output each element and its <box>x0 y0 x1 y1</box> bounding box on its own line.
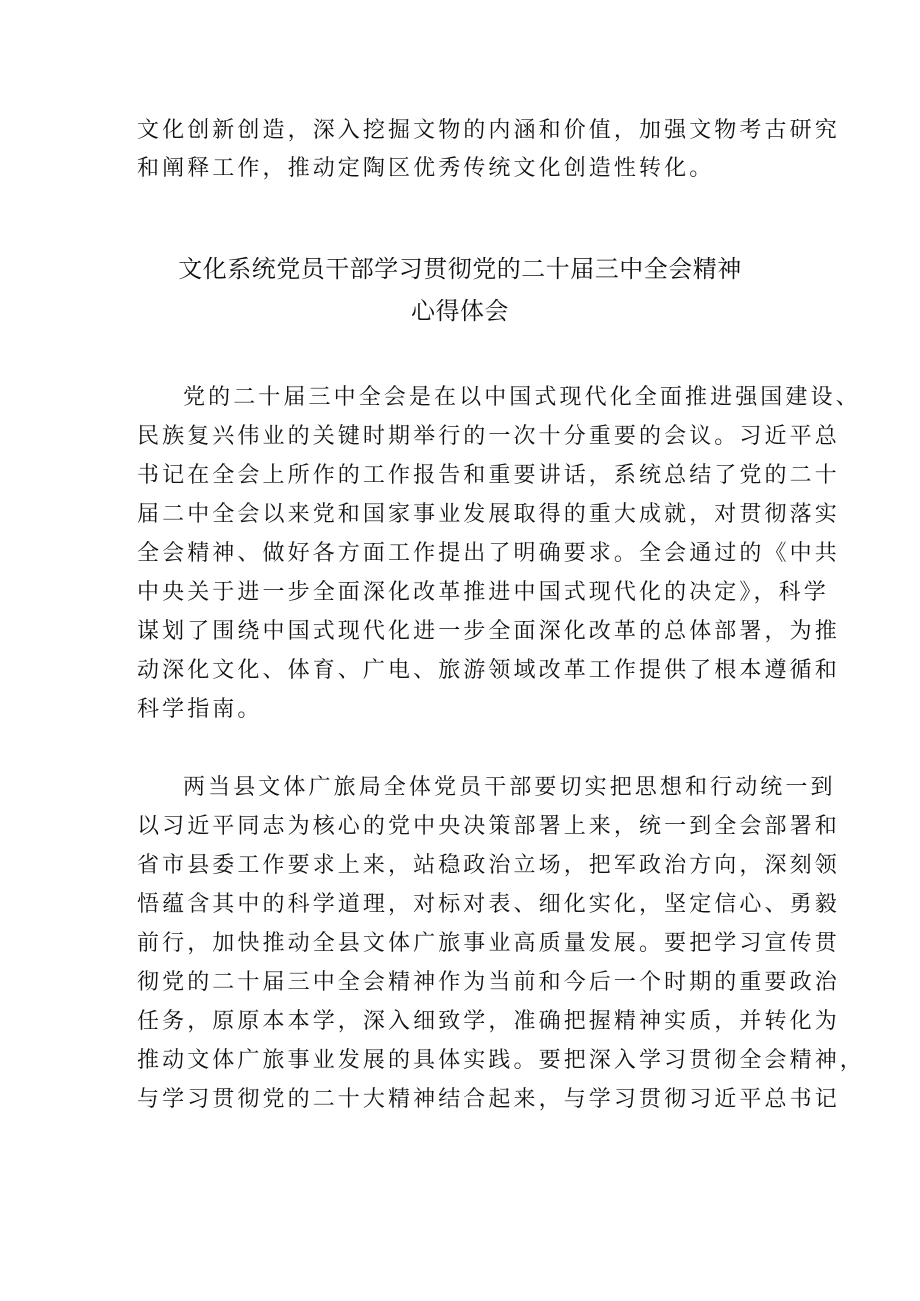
paragraph-line: 以习近平同志为核心的党中央决策部署上来，统一到全会部署和 <box>137 814 840 839</box>
paragraph-line: 悟蕴含其中的科学道理，对标对表、细化实化，坚定信心、勇毅 <box>137 892 840 917</box>
paragraph-line: 省市县委工作要求上来，站稳政治立场，把军政治方向，深刻领 <box>137 853 840 878</box>
paragraph-line: 科学指南。 <box>137 697 263 722</box>
paragraph-line: 谋划了围绕中国式现代化进一步全面深化改革的总体部署，为推 <box>137 619 840 644</box>
paragraph-line: 两当县文体广旅局全体党员干部要切实把思想和行动统一到 <box>183 775 836 800</box>
intro-line: 和阐释工作，推动定陶区优秀传统文化创造性转化。 <box>137 156 715 181</box>
paragraph-line: 彻党的二十届三中全会精神作为当前和今后一个时期的重要政治 <box>137 970 840 995</box>
paragraph-line: 动深化文化、体育、广电、旅游领域改革工作提供了根本遵循和 <box>137 658 840 683</box>
paragraph-line: 党的二十届三中全会是在以中国式现代化全面推进强国建设、 <box>183 385 861 410</box>
paragraph-line: 与学习贯彻党的二十大精神结合起来，与学习贯彻习近平总书记 <box>137 1087 840 1112</box>
paragraph-line: 前行，加快推动全县文体广旅事业高质量发展。要把学习宣传贯 <box>137 931 840 956</box>
paragraph-line: 中央关于进一步全面深化改革推进中国式现代化的决定》，科学 <box>137 580 829 605</box>
paragraph-line: 届二中全会以来党和国家事业发展取得的重大成就，对贯彻落实 <box>137 502 840 527</box>
article-title-continuation: 心得体会 <box>411 297 509 325</box>
article-title: 文化系统党员干部学习贯彻党的二十届三中全会精神 <box>178 255 742 283</box>
paragraph-line: 推动文体广旅事业发展的具体实践。要把深入学习贯彻全会精神， <box>137 1048 865 1073</box>
paragraph-line: 全会精神、做好各方面工作提出了明确要求。全会通过的《中共 <box>137 541 840 566</box>
intro-line: 文化创新创造，深入挖掘文物的内涵和价值，加强文物考古研究 <box>137 118 840 143</box>
paragraph-line: 民族复兴伟业的关键时期举行的一次十分重要的会议。习近平总 <box>137 424 840 449</box>
paragraph-line: 书记在全会上所作的工作报告和重要讲话，系统总结了党的二十 <box>137 463 840 488</box>
paragraph-line: 任务，原原本本学，深入细致学，准确把握精神实质，并转化为 <box>137 1009 840 1034</box>
